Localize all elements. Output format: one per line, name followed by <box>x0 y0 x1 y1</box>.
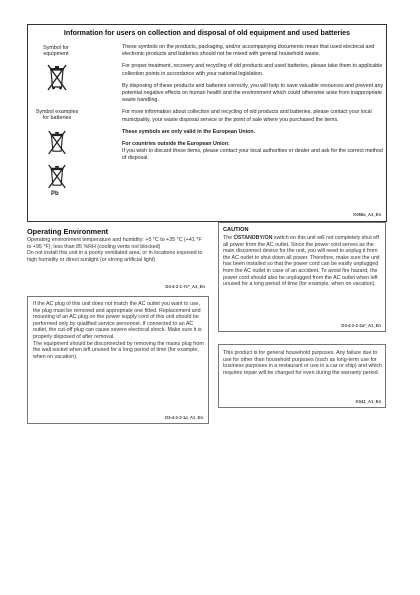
weee-paragraph: For more information about collection and recycling of old products and batteries, please contact your local municipality, your waste disposal service or the point of sale where you purchased the items. <box>122 109 372 123</box>
weee-info-box <box>27 24 387 222</box>
weee-title: Information for users on collection and disposal of old equipment and used batteries <box>63 29 351 37</box>
battery-bin-icon <box>46 129 68 155</box>
weee-paragraphs <box>122 44 384 163</box>
ac-plug-box <box>27 296 209 424</box>
weee-ref: K058a_A1_En <box>353 212 381 217</box>
caution-text-post: switch on this unit will not completely shut off all power from the AC outlet. Since the power cord serves as the main disconnect device for the unit, you will need to unplug it from the AC outlet to shut down all power. Therefore, make sure the unit has been installed so that the power cord can be easily unplugged from the AC outlet in case of an accident. To avoid fire hazard, the power cord should also be unplugged from the AC outlet when left unused for a long period of time (for example, when on vacation). <box>223 235 380 288</box>
household-text: This product is for general household purposes. Any failure due to use for other than household purposes (such as long-term use for business purposes in a restaurant or use in a car or ship) and which requires repair will be charged for even during the warranty period. <box>223 350 382 376</box>
pb-label: Pb <box>51 191 59 197</box>
caution-heading: CAUTION <box>223 227 249 233</box>
caution-text-pre: The <box>223 235 234 241</box>
weee-eu-only: These symbols are only valid in the European Union. <box>122 128 256 135</box>
ac-plug-text: If the AC plug of this unit does not match the AC outlet you want to use, the plug must be removed and appropriate one fitted. Replacement and mounting of an AC plug on the power supply cord of this unit should be performed only by qualified service personnel. If connected to an AC outlet, the cut-off plug can cause severe electrical shock. Make sure it is properly disposed of after removal. The equipment should be disconnected by removing the mains plug from the wall socket when left unused for a long period of time (for example, when on vacation). <box>33 301 204 360</box>
standby-on-switch-name: STANDBY/ON <box>237 235 273 241</box>
weee-outside-text: If you wish to discard these items, please contact your local authorities or dealer and ask for the correct method of disposal. <box>122 148 383 162</box>
operating-heading: Operating Environment <box>27 227 109 236</box>
symbol-equipment-label: Symbol for equipment <box>43 45 69 58</box>
operating-ref: D3-4-2-1-7c*_A1_En <box>165 284 205 289</box>
weee-paragraph: For proper treatment, recovery and recycling of old products and used batteries, please take them to applicable collection points in accordance with your national legislation. <box>122 63 383 77</box>
power-icon: ⏻ <box>233 235 238 241</box>
caution-ref: D3-4-2-2-2a*_A1_En <box>341 323 381 328</box>
ac-plug-ref: D3-4-2-2-1a_A1_En <box>165 415 203 420</box>
caution-text <box>223 235 382 288</box>
household-box <box>218 344 386 408</box>
weee-paragraph: By disposing of these products and batteries correctly, you will help to save valuable resources and prevent any potential negative effects on human health and the environment which could otherwise arise from inappropriate waste handling. <box>122 82 384 104</box>
caution-box <box>218 222 386 332</box>
crossed-bin-icon <box>45 63 69 91</box>
symbol-examples-label: Symbol examples for batteries <box>35 109 79 122</box>
operating-text: Operating environment temperature and humidity: +5 °C to +35 °C (+41 °F to +95 °F); less than 85 %RH (cooling vents not blocked) Do not install this unit in a poorly ventilated area, or in locations exposed to high humidity or direct sunlight (or strong artificial light) <box>27 237 203 263</box>
household-ref: K041_A1_En <box>355 399 381 404</box>
weee-paragraph: These symbols on the products, packaging, and/or accompanying documents mean that used electrical and electronic products and batteries should not be mixed with general household waste. <box>122 44 375 58</box>
battery-bin-pb-icon <box>46 163 68 189</box>
weee-outside-heading: For countries outside the European Union: <box>122 141 230 148</box>
